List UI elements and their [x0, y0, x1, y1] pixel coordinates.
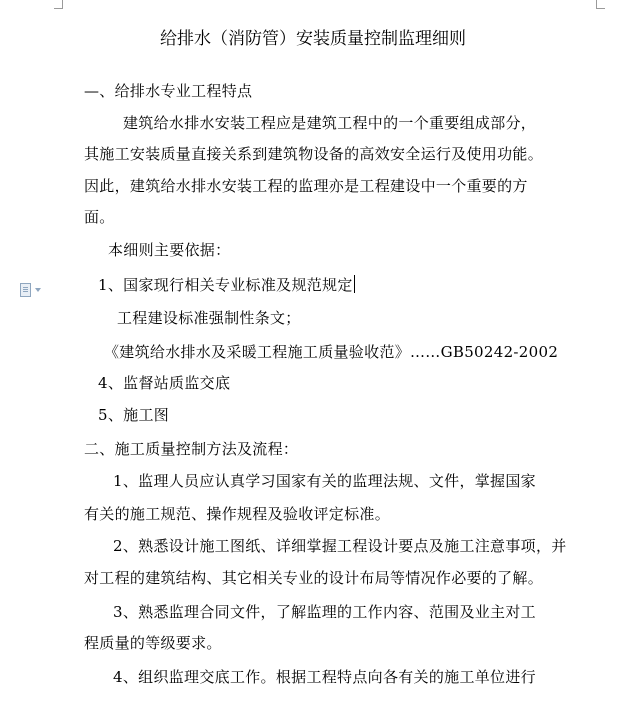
- text-cursor: [354, 275, 355, 293]
- chevron-down-icon: [35, 288, 41, 292]
- paragraph-line: 4、组织监理交底工作。根据工程特点向各有关的施工单位进行: [113, 668, 536, 686]
- paragraph-line: 1、监理人员应认真学习国家有关的监理法规、文件，掌握国家: [113, 472, 536, 490]
- paragraph-line: 程质量的等级要求。: [84, 634, 222, 652]
- list-item-text: 1、国家现行相关专业标准及规范规定: [98, 276, 353, 294]
- paragraph-line: 本细则主要依据：: [108, 241, 231, 259]
- margin-corner-top-left: [54, 0, 63, 9]
- paragraph-line: 建筑给水排水安装工程应是建筑工程中的一个重要组成部分，: [123, 114, 537, 132]
- paragraph-line: 2、熟悉设计施工图纸、详细掌握工程设计要点及施工注意事项，并: [113, 537, 567, 555]
- page-icon: [20, 283, 31, 297]
- document-icon[interactable]: [20, 282, 48, 298]
- section-heading-2: 二、施工质量控制方法及流程：: [84, 440, 299, 458]
- margin-corner-top-right: [596, 0, 605, 9]
- list-item: [98, 275, 355, 295]
- paragraph-line: 3、熟悉监理合同文件，了解监理的工作内容、范围及业主对工: [113, 603, 536, 621]
- list-item: 工程建设标准强制性条文；: [117, 309, 301, 327]
- paragraph-line: 有关的施工规范、操作规程及验收评定标准。: [84, 505, 391, 523]
- document-title: 给排水（消防管）安装质量控制监理细则: [160, 29, 466, 49]
- list-item: 4、监督站质监交底: [98, 374, 231, 392]
- paragraph-line: 面。: [84, 208, 115, 226]
- section-heading-1: —、给排水专业工程特点: [84, 82, 253, 100]
- paragraph-line: 对工程的建筑结构、其它相关专业的设计布局等情况作必要的了解。: [84, 569, 544, 587]
- paragraph-line: 其施工安装质量直接关系到建筑物设备的高效安全运行及使用功能。: [84, 145, 544, 163]
- list-item: 《建筑给水排水及采暖工程施工质量验收范》……GB50242-2002: [104, 343, 559, 361]
- paragraph-line: 因此，建筑给水排水安装工程的监理亦是工程建设中一个重要的方: [84, 177, 528, 195]
- list-item: 5、施工图: [98, 406, 170, 424]
